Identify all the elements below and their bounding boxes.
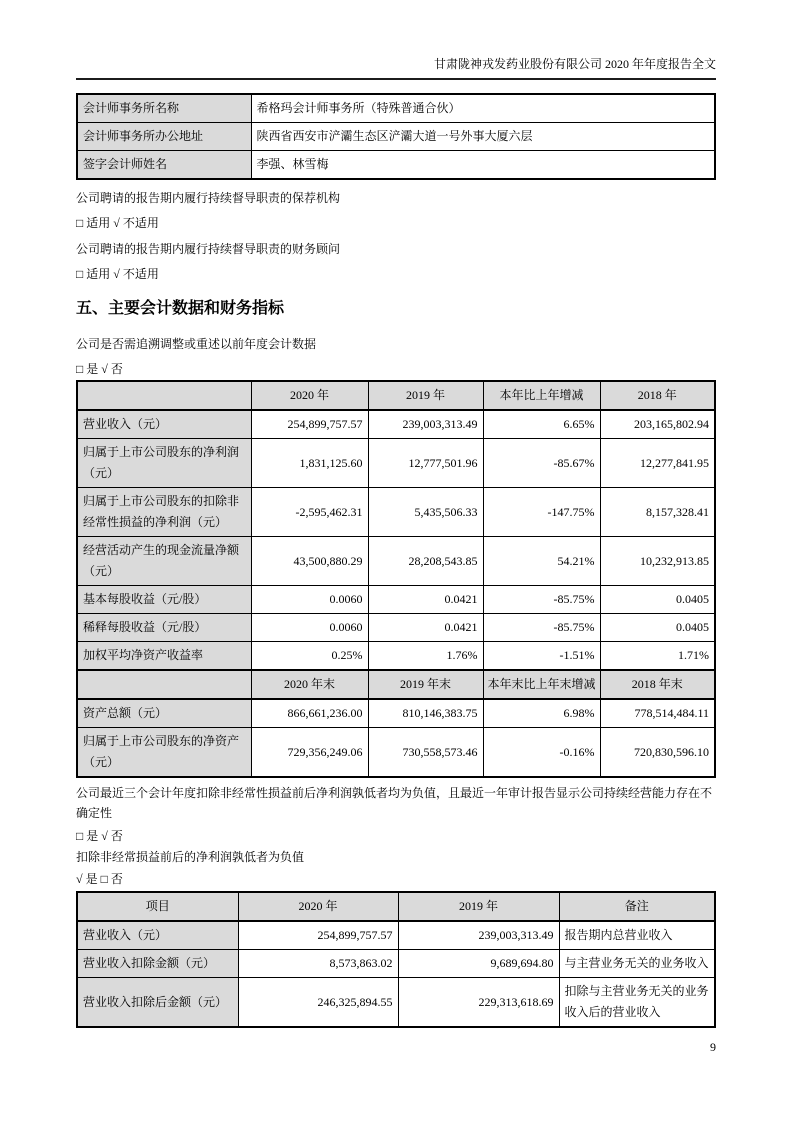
row-label-cell: 营业收入扣除金额（元） bbox=[77, 950, 238, 978]
remark-cell: 报告期内总营业收入 bbox=[559, 921, 715, 950]
value-cell: -1.51% bbox=[483, 642, 600, 671]
page-header-title: 甘肃陇神戎发药业股份有限公司 2020 年年度报告全文 bbox=[433, 57, 716, 71]
sponsor-choice-line: □ 适用 √ 不适用 bbox=[76, 216, 159, 230]
row-label-cell: 会计师事务所办公地址 bbox=[77, 123, 251, 151]
row-label-cell: 归属于上市公司股东的净资产（元） bbox=[77, 728, 251, 778]
table-row bbox=[77, 94, 715, 123]
header-cell: 2020 年末 bbox=[251, 670, 368, 699]
header-rule bbox=[76, 78, 716, 80]
table-row bbox=[77, 410, 715, 439]
restate-choice-line: □ 是 √ 否 bbox=[76, 362, 123, 376]
table-row bbox=[77, 699, 715, 728]
remark-cell: 与主营业务无关的业务收入 bbox=[559, 950, 715, 978]
value-cell: 720,830,596.10 bbox=[600, 728, 715, 778]
table-row bbox=[77, 123, 715, 151]
row-label-cell: 营业收入扣除后金额（元） bbox=[77, 978, 238, 1028]
table-row bbox=[77, 921, 715, 950]
value-cell: 0.0405 bbox=[600, 586, 715, 614]
section-heading: 五、主要会计数据和财务指标 bbox=[76, 300, 285, 317]
table-header-row bbox=[77, 892, 715, 921]
value-cell: -85.67% bbox=[483, 439, 600, 488]
row-label-cell: 签字会计师姓名 bbox=[77, 151, 251, 180]
value-cell: 8,157,328.41 bbox=[600, 488, 715, 537]
header-cell: 本年比上年增减 bbox=[483, 381, 600, 410]
row-label-cell: 营业收入（元） bbox=[77, 410, 251, 439]
page-content bbox=[76, 0, 716, 1028]
table-row bbox=[77, 488, 715, 537]
advisor-duty-text: 公司聘请的报告期内履行持续督导职责的财务顾问 bbox=[76, 242, 341, 256]
value-cell: -85.75% bbox=[483, 586, 600, 614]
table-header-row bbox=[77, 381, 715, 410]
value-cell: 54.21% bbox=[483, 537, 600, 586]
value-cell: 12,777,501.96 bbox=[368, 439, 483, 488]
value-cell: 239,003,313.49 bbox=[368, 410, 483, 439]
deduct-negative-text: 扣除非经常损益前后的净利润孰低者为负值 bbox=[76, 850, 305, 864]
deduct-negative-choice-line: √ 是 □ 否 bbox=[76, 872, 123, 886]
table-row bbox=[77, 537, 715, 586]
value-cell: 0.0060 bbox=[251, 614, 368, 642]
value-cell: 810,146,383.75 bbox=[368, 699, 483, 728]
value-cell: 28,208,543.85 bbox=[368, 537, 483, 586]
value-cell: 246,325,894.55 bbox=[238, 978, 398, 1028]
table-row bbox=[77, 978, 715, 1028]
value-cell: 729,356,249.06 bbox=[251, 728, 368, 778]
value-cell: 229,313,618.69 bbox=[398, 978, 559, 1028]
header-cell: 本年末比上年末增减 bbox=[483, 670, 600, 699]
table-row bbox=[77, 614, 715, 642]
value-cell: -147.75% bbox=[483, 488, 600, 537]
value-cell: 希格玛会计师事务所（特殊普通合伙） bbox=[251, 94, 715, 123]
table-row bbox=[77, 950, 715, 978]
value-cell: 0.25% bbox=[251, 642, 368, 671]
value-cell: -2,595,462.31 bbox=[251, 488, 368, 537]
value-cell: 203,165,802.94 bbox=[600, 410, 715, 439]
value-cell: 0.0060 bbox=[251, 586, 368, 614]
advisor-choice-line: □ 适用 √ 不适用 bbox=[76, 267, 159, 281]
row-label-cell: 加权平均净资产收益率 bbox=[77, 642, 251, 671]
header-cell: 2020 年 bbox=[251, 381, 368, 410]
header-cell bbox=[77, 381, 251, 410]
value-cell: 陕西省西安市浐灞生态区浐灞大道一号外事大厦六层 bbox=[251, 123, 715, 151]
value-cell: -85.75% bbox=[483, 614, 600, 642]
value-cell: 1.71% bbox=[600, 642, 715, 671]
value-cell: 6.65% bbox=[483, 410, 600, 439]
row-label-cell: 基本每股收益（元/股） bbox=[77, 586, 251, 614]
header-cell: 2018 年 bbox=[600, 381, 715, 410]
value-cell: 0.0421 bbox=[368, 586, 483, 614]
value-cell: 12,277,841.95 bbox=[600, 439, 715, 488]
value-cell: 李强、林雪梅 bbox=[251, 151, 715, 180]
value-cell: 254,899,757.57 bbox=[251, 410, 368, 439]
value-cell: 10,232,913.85 bbox=[600, 537, 715, 586]
row-label-cell: 经营活动产生的现金流量净额（元） bbox=[77, 537, 251, 586]
header-cell: 2019 年末 bbox=[368, 670, 483, 699]
value-cell: 1.76% bbox=[368, 642, 483, 671]
value-cell: 0.0421 bbox=[368, 614, 483, 642]
value-cell: 43,500,880.29 bbox=[251, 537, 368, 586]
header-cell: 2019 年 bbox=[368, 381, 483, 410]
value-cell: 5,435,506.33 bbox=[368, 488, 483, 537]
header-cell bbox=[77, 670, 251, 699]
going-concern-text: 公司最近三个会计年度扣除非经常性损益前后净利润孰低者均为负值，且最近一年审计报告显示公司持续经营能力存在不确定性 bbox=[76, 786, 713, 820]
value-cell: 8,573,863.02 bbox=[238, 950, 398, 978]
table-row bbox=[77, 586, 715, 614]
value-cell: 778,514,484.11 bbox=[600, 699, 715, 728]
row-label-cell: 营业收入（元） bbox=[77, 921, 238, 950]
value-cell: -0.16% bbox=[483, 728, 600, 778]
value-cell: 239,003,313.49 bbox=[398, 921, 559, 950]
row-label-cell: 会计师事务所名称 bbox=[77, 94, 251, 123]
table-row bbox=[77, 642, 715, 671]
row-label-cell: 稀释每股收益（元/股） bbox=[77, 614, 251, 642]
row-label-cell: 归属于上市公司股东的扣除非经常性损益的净利润（元） bbox=[77, 488, 251, 537]
table-row bbox=[77, 151, 715, 180]
value-cell: 9,689,694.80 bbox=[398, 950, 559, 978]
revenue-deduction-table bbox=[76, 891, 716, 1028]
table-header-row bbox=[77, 670, 715, 699]
header-cell: 备注 bbox=[559, 892, 715, 921]
value-cell: 0.0405 bbox=[600, 614, 715, 642]
value-cell: 730,558,573.46 bbox=[368, 728, 483, 778]
key-financials-table bbox=[76, 380, 716, 778]
header-cell: 项目 bbox=[77, 892, 238, 921]
table-row bbox=[77, 728, 715, 778]
page-number: 9 bbox=[710, 1040, 716, 1054]
value-cell: 6.98% bbox=[483, 699, 600, 728]
remark-cell: 扣除与主营业务无关的业务收入后的营业收入 bbox=[559, 978, 715, 1028]
header-cell: 2018 年末 bbox=[600, 670, 715, 699]
going-concern-choice-line: □ 是 √ 否 bbox=[76, 829, 123, 843]
row-label-cell: 资产总额（元） bbox=[77, 699, 251, 728]
header-cell: 2020 年 bbox=[238, 892, 398, 921]
value-cell: 254,899,757.57 bbox=[238, 921, 398, 950]
auditor-info-table bbox=[76, 93, 716, 180]
header-cell: 2019 年 bbox=[398, 892, 559, 921]
sponsor-duty-text: 公司聘请的报告期内履行持续督导职责的保荐机构 bbox=[76, 191, 341, 205]
restate-question-text: 公司是否需追溯调整或重述以前年度会计数据 bbox=[76, 337, 317, 351]
table-row bbox=[77, 439, 715, 488]
value-cell: 1,831,125.60 bbox=[251, 439, 368, 488]
value-cell: 866,661,236.00 bbox=[251, 699, 368, 728]
row-label-cell: 归属于上市公司股东的净利润（元） bbox=[77, 439, 251, 488]
